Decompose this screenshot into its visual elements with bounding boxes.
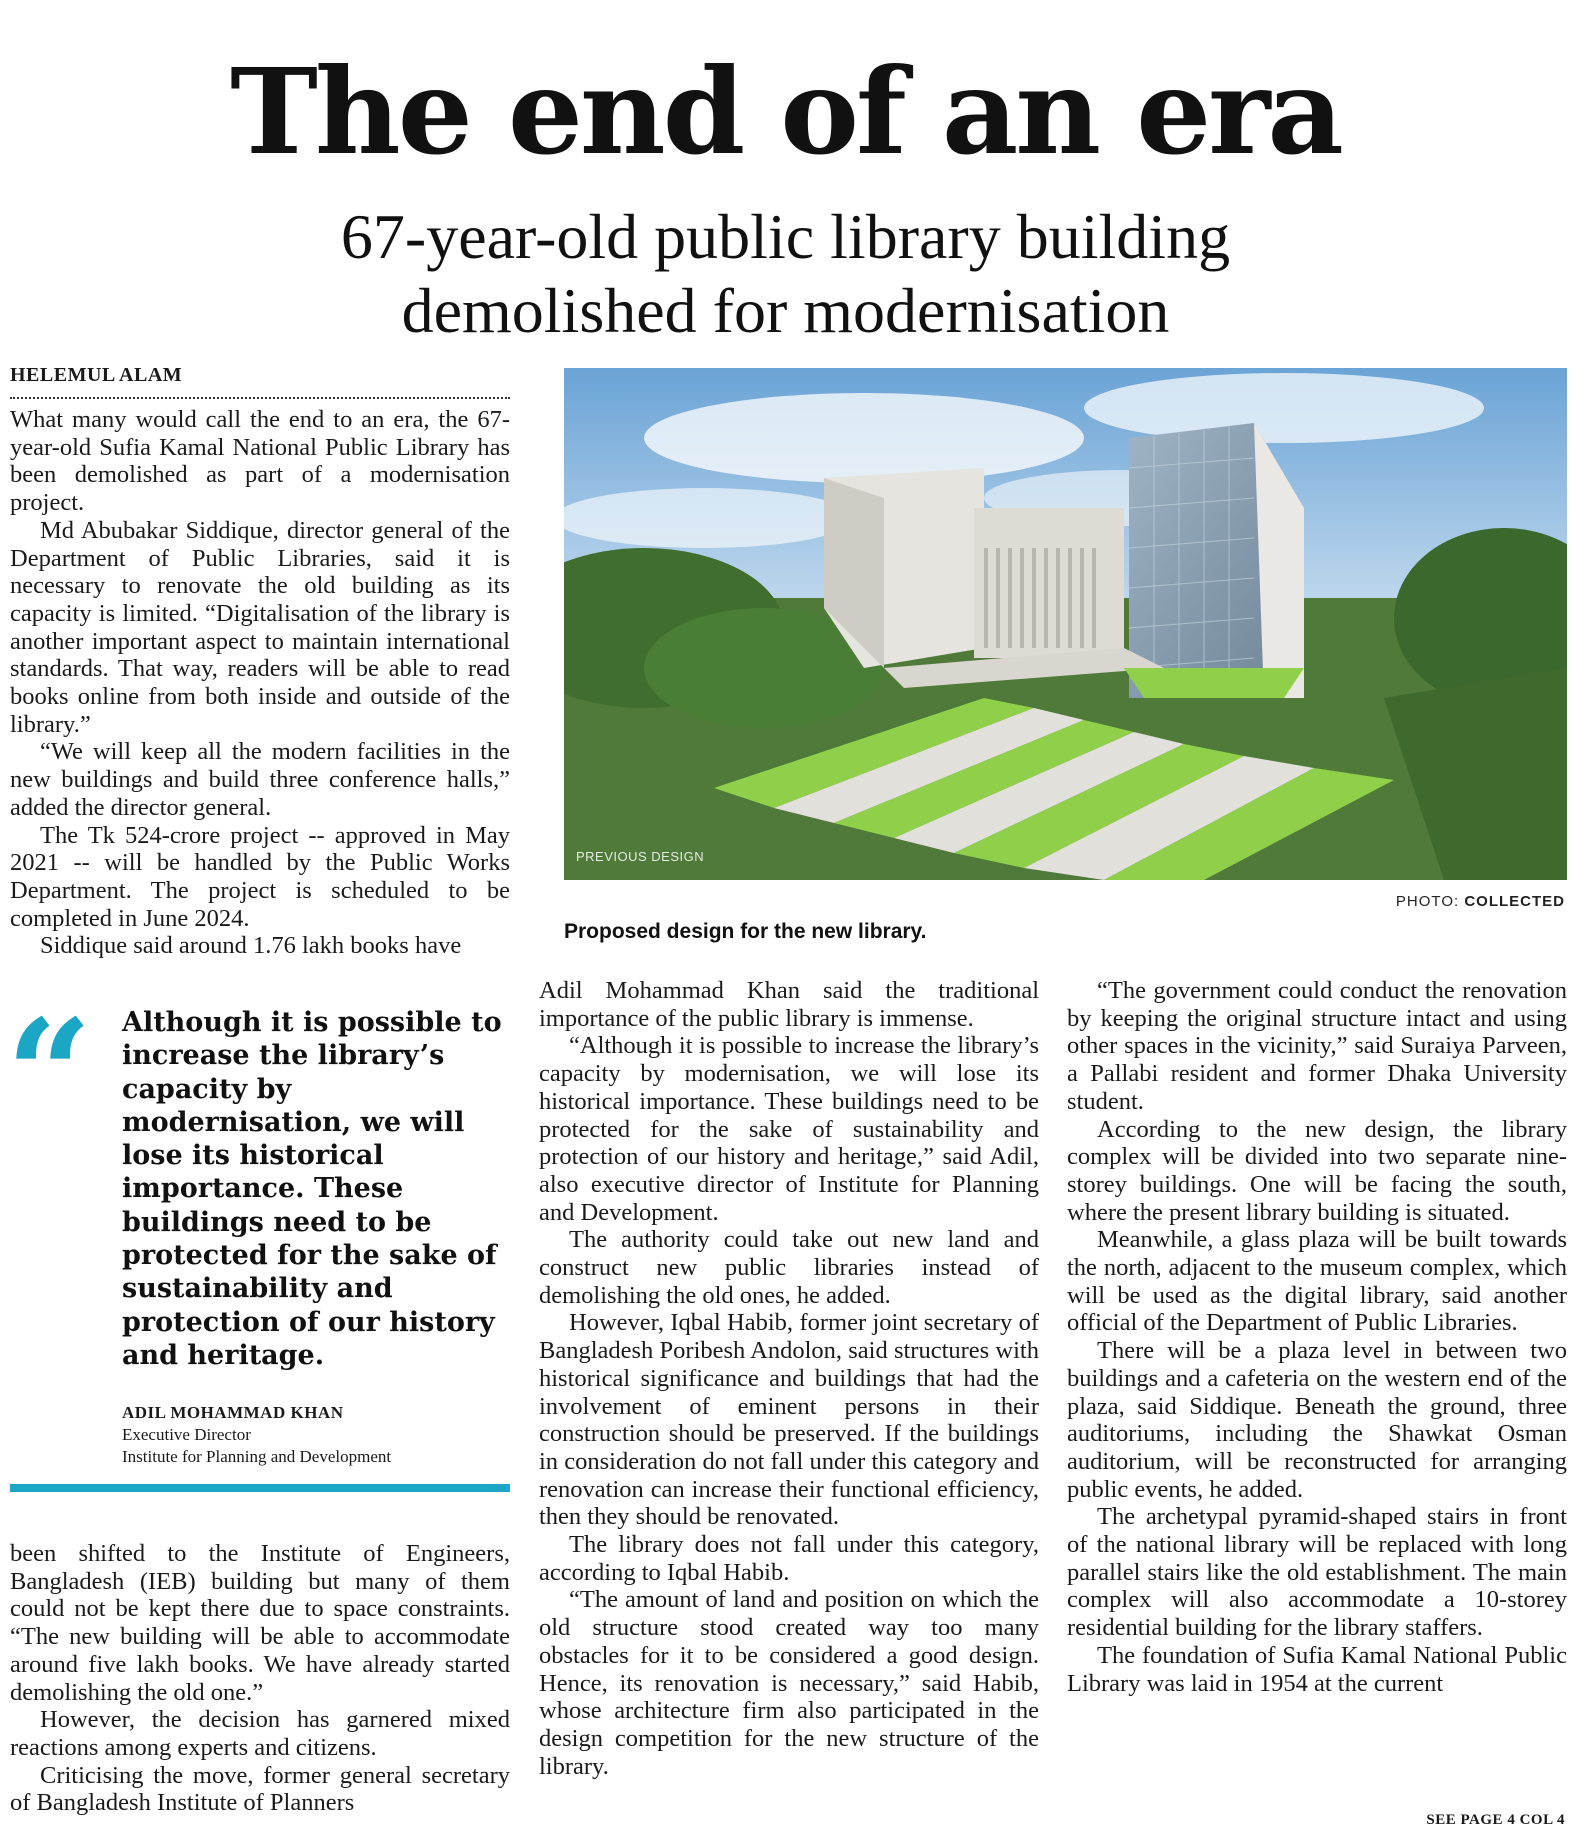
subheadline-line-2: demolished for modernisation (401, 275, 1170, 346)
paragraph: However, Iqbal Habib, former joint secretary of Bangladesh Poribesh Andolon, said structures with historical significance and buildings that had the involvement of eminent persons in their construction should be preserved. If the buildings in consideration do not fall under this category and renovation can increase their functional efficiency, then they should be renovated. (539, 1309, 1039, 1531)
paragraph: Adil Mohammad Khan said the traditional importance of the public library is immense. (539, 977, 1039, 1032)
paragraph: “The government could conduct the renovation by keeping the original structure intact and using other spaces in the vicinity,” said Suraiya Parveen, a Pallabi resident and former Dhaka University student. (1067, 977, 1567, 1115)
photo-overlay-label: PREVIOUS DESIGN (576, 849, 705, 864)
photo-credit (1396, 893, 1565, 910)
quote-mark-icon: “ (6, 987, 93, 1163)
pullquote-author-title: Executive Director (122, 1425, 251, 1444)
paragraph: According to the new design, the library complex will be divided into two separate nine-storey buildings. One will be facing the south, where the present library building is situated. (1067, 1115, 1567, 1226)
headline: The end of an era (230, 42, 1341, 181)
pullquote-author-org: Institute for Planning and Development (122, 1447, 392, 1466)
paragraph: The archetypal pyramid-shaped stairs in front of the national library will be replaced with long parallel stairs like the old establishment. The main complex will also accommodate a 10-storey residential building for the library staffers. (1067, 1503, 1567, 1642)
paragraph: “The amount of land and position on which the old structure stood created way too many obstacles for it to be considered a good design. Hence, its renovation is necessary,” said Habib, whose architecture firm also participated in the design competition for the new structure of the library. (539, 1586, 1039, 1780)
byline: HELEMUL ALAM (10, 364, 510, 399)
photo-caption: Proposed design for the new library. (564, 920, 927, 943)
paragraph: The Tk 524-crore project -- approved in May 2021 -- will be handled by the Public Works Department. The project is scheduled to be completed in June 2024. (10, 821, 510, 932)
paragraph: There will be a plaza level in between two buildings and a cafeteria on the western end of the plaza, said Siddique. Beneath the ground, three auditoriums, including the Shawkat Osman auditorium, will be reconstructed for arranging public events, he added. (1067, 1337, 1567, 1503)
paragraph: Criticising the move, former general secretary of Bangladesh Institute of Planners (10, 1761, 510, 1817)
paragraph: “Although it is possible to increase the library’s capacity by modernisation, we will lose its historical importance. These buildings need to be protected for the sake of sustainability and protection of our history and heritage,” said Adil, also executive director of Institute for Planning and Development. (539, 1032, 1039, 1226)
paragraph: The library does not fall under this category, according to Iqbal Habib. (539, 1531, 1039, 1586)
subheadline-line-1: 67-year-old public library building (340, 201, 1231, 272)
library-design-photo (564, 368, 1567, 880)
paragraph: Meanwhile, a glass plaza will be built towards the north, adjacent to the museum complex, which will be used as the digital library, said another official of the Department of Public Libraries. (1067, 1226, 1567, 1337)
pullquote-author: ADIL MOHAMMAD KHAN (122, 1403, 344, 1422)
article-column-1-bottom (10, 1540, 510, 1817)
subheadline (0, 200, 1571, 348)
paragraph: The authority could take out new land and construct new public libraries instead of demolishing the old ones, he added. (539, 1226, 1039, 1309)
paragraph: “We will keep all the modern facilities in the new buildings and build three conference halls,” added the director general. (10, 738, 510, 821)
paragraph: The foundation of Sufia Kamal National Public Library was laid in 1954 at the current (1067, 1641, 1567, 1697)
jump-line[interactable]: SEE PAGE 4 COL 4 (1426, 1812, 1565, 1828)
article-column-1-top (10, 406, 510, 960)
paragraph: What many would call the end to an era, the 67-year-old Sufia Kamal National Public Library has been demolished as part of a modernisation project. (10, 406, 510, 517)
paragraph: However, the decision has garnered mixed reactions among experts and citizens. (10, 1706, 510, 1761)
pullquote-rule (10, 1484, 510, 1492)
article-column-2 (539, 977, 1039, 1780)
paragraph: Siddique said around 1.76 lakh books have (40, 932, 462, 960)
paragraph: Md Abubakar Siddique, director general of the Department of Public Libraries, said it is necessary to renovate the old building as its capacity is limited. “Digitalisation of the library is another important aspect to maintain international standards. That way, readers will be able to read books online from both inside and outside of the library.” (10, 516, 510, 738)
photo-credit-source: COLLECTED (1464, 893, 1565, 910)
pullquote-text: Although it is possible to increase the library’s capacity by modernisation, we will lose its historical importance. These buildings need to be protected for the sake of sustainability and protection of our history and heritage. (122, 1007, 502, 1371)
photo-credit-prefix: PHOTO: (1395, 893, 1460, 910)
article-column-3 (1067, 977, 1567, 1697)
paragraph: been shifted to the Institute of Engineers, Bangladesh (IEB) building but many of them could not be kept there due to space constraints. “The new building will be able to accommodate around five lakh books. We have already started demolishing the old one.” (10, 1540, 510, 1706)
